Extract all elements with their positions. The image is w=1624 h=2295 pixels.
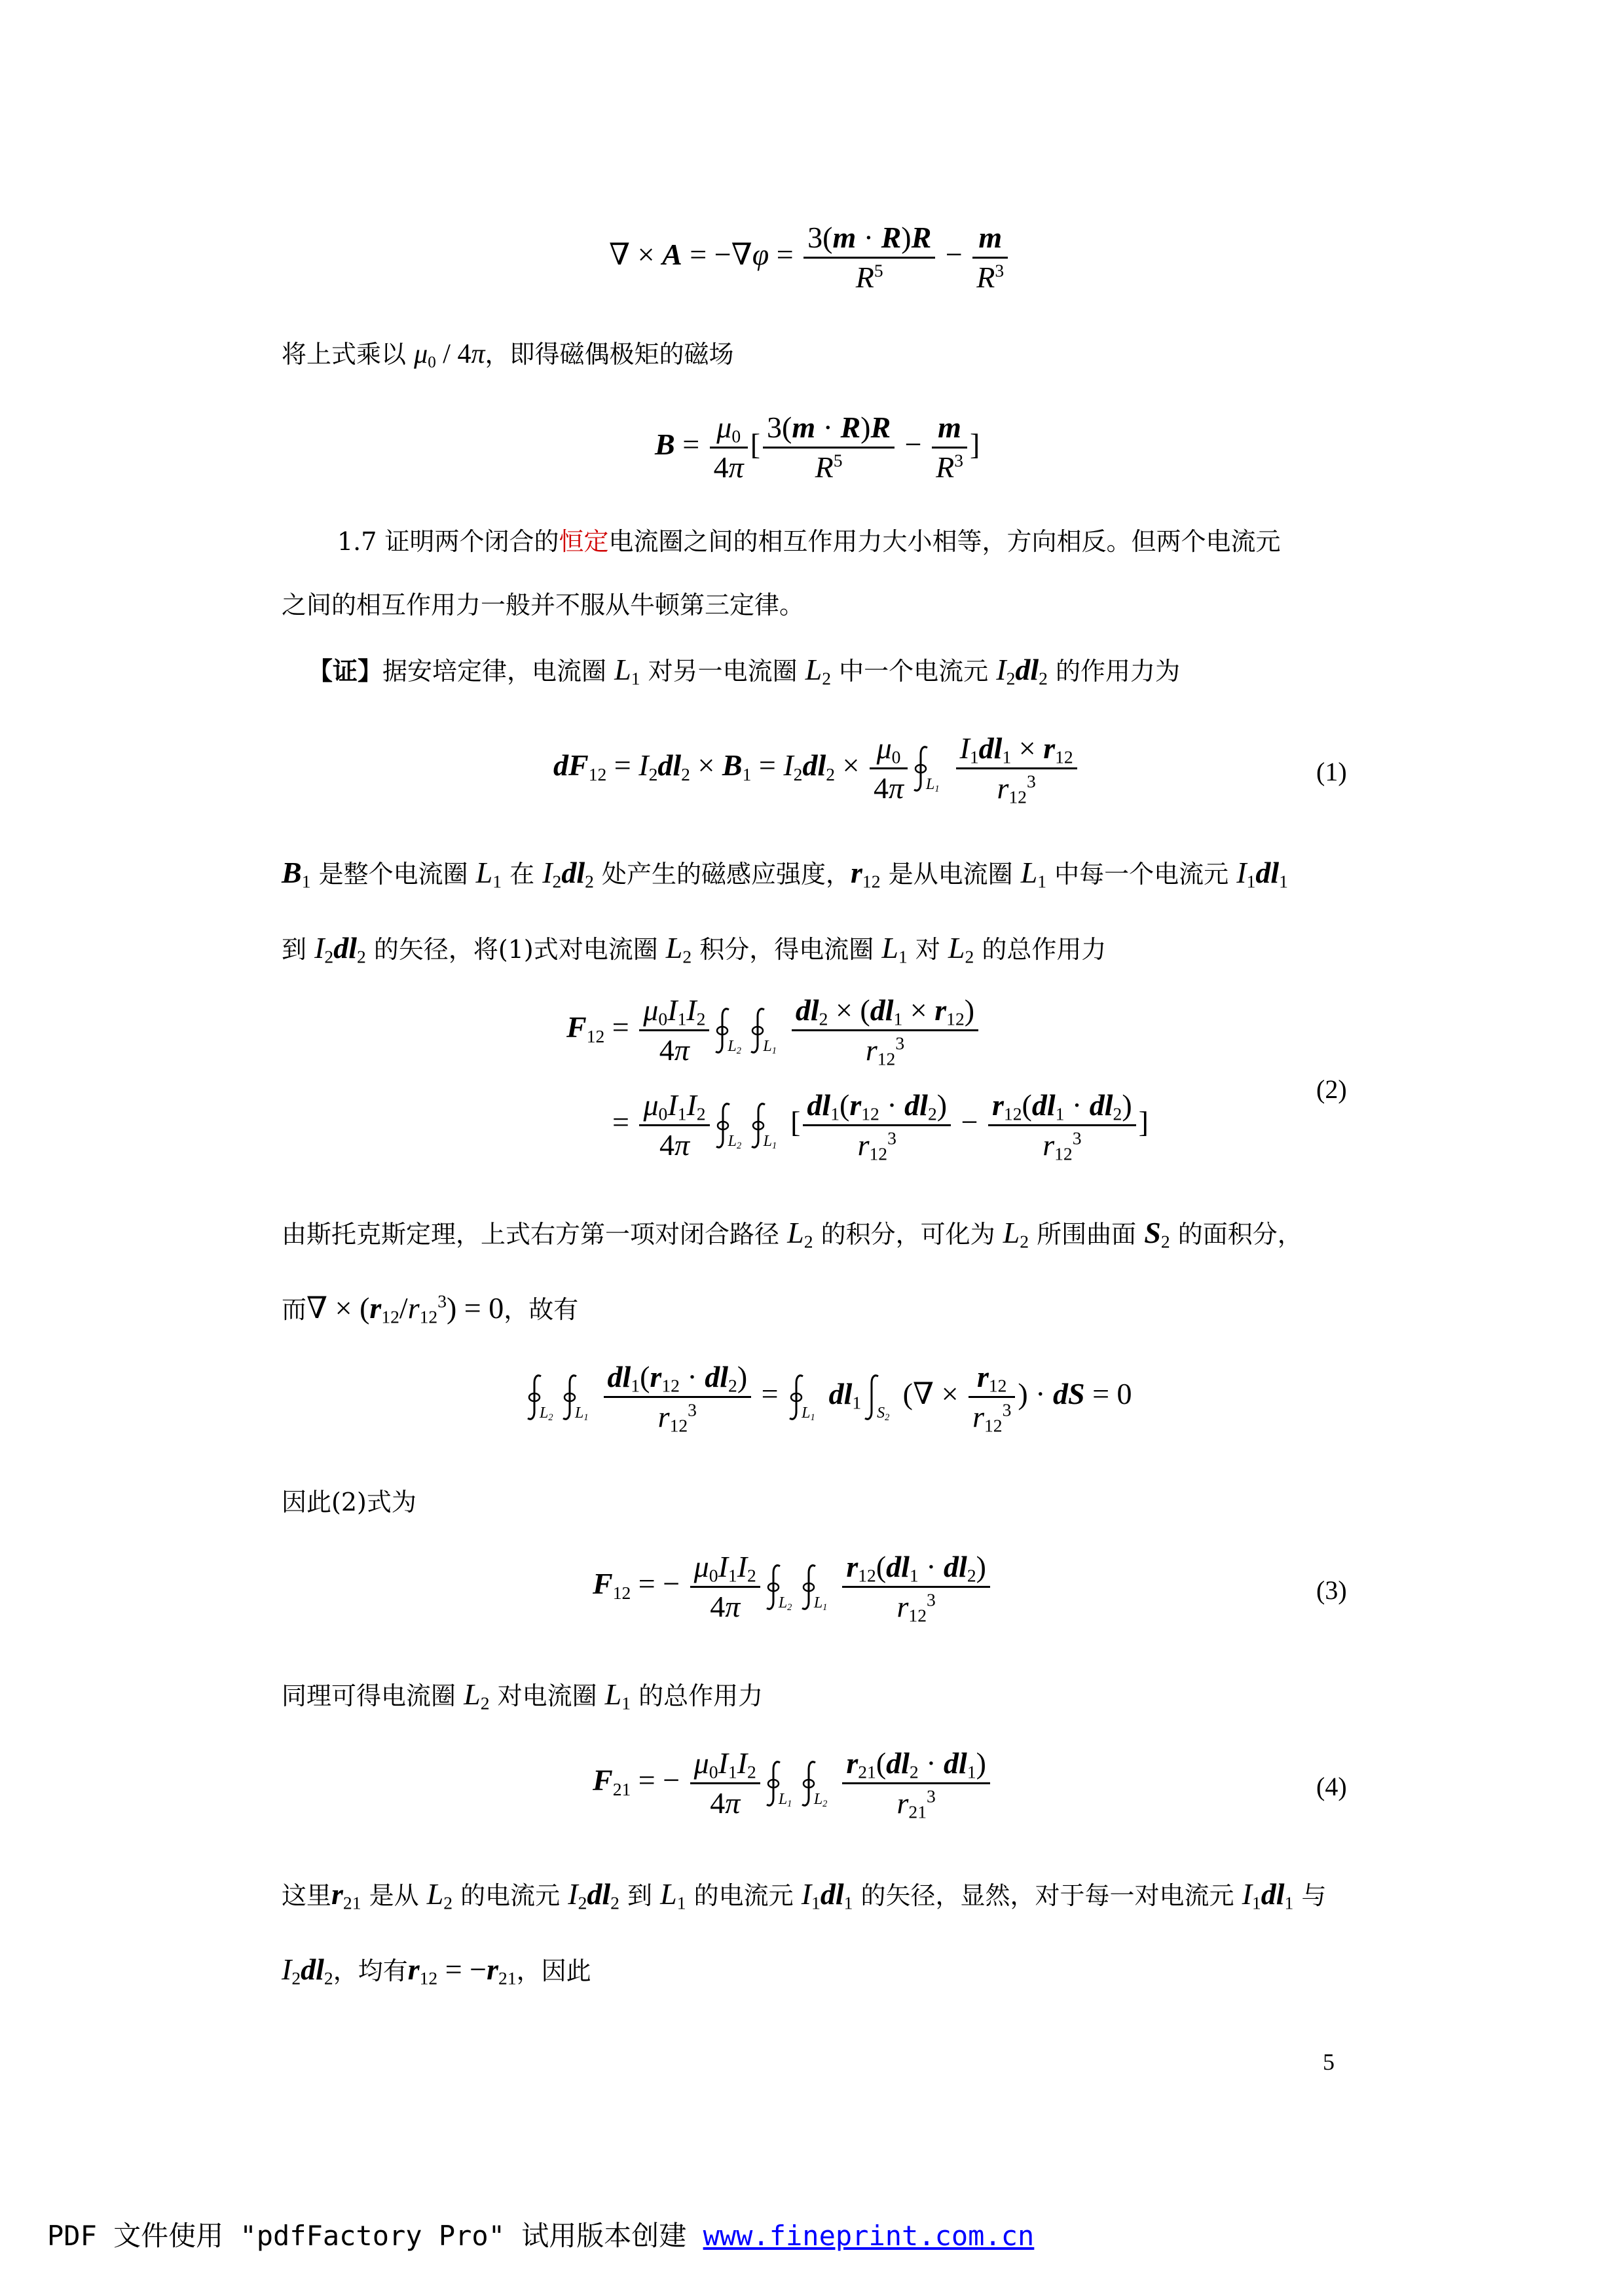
text-fragment: 的作用力为	[1047, 657, 1181, 686]
contour-integral-icon: $L_1$	[800, 1562, 822, 1612]
text-fragment: 对	[907, 935, 948, 964]
proof-tag: 【证】	[308, 656, 383, 686]
text-fragment: 到	[282, 935, 315, 964]
text-fragment: ，因此	[516, 1956, 591, 1985]
text-fragment: 之间的相互作用力一般并不服从牛顿第三定律。	[282, 591, 805, 619]
page-number: 5	[1323, 2049, 1335, 2075]
text-fragment: 同理可得电流圈	[282, 1681, 464, 1710]
footer-link[interactable]: www.fineprint.com.cn	[703, 2220, 1035, 2252]
text-fragment: 中一个电流元	[831, 657, 997, 686]
footer-watermark	[47, 2214, 1034, 2254]
contour-integral-icon: $L_2$	[800, 1759, 822, 1808]
equation-number-2: (2)	[1316, 1074, 1347, 1104]
text-fragment: 中每一个电流元	[1046, 860, 1237, 889]
text-fragment: 与	[1293, 1881, 1327, 1910]
footer-text: PDF 文件使用 "pdfFactory Pro" 试用版本创建	[47, 2220, 703, 2252]
text-fragment: ，均有	[333, 1956, 408, 1985]
text-fragment: 是从电流圈	[880, 860, 1021, 889]
contour-integral-icon: $L_1$	[749, 1101, 771, 1150]
text-fragment: 的电流元	[686, 1881, 802, 1910]
text-fragment: 这里	[282, 1881, 332, 1910]
equation-curl-a: ∇ × A = −∇φ = $\frac{3(m \cdot R)R}{R^5}$ − $\frac{m}{R^3}$	[609, 223, 1010, 293]
last-line: $I_2dl_2$，均有$r_{12} = -r_{21}$，因此	[282, 1953, 591, 1989]
text-fragment: 到	[619, 1881, 661, 1910]
contour-integral-icon: $L_1$	[764, 1759, 786, 1808]
highlight-red-text: 恒定	[559, 527, 609, 556]
problem-statement-line2	[282, 593, 804, 617]
curl-line: 而∇ × $(r_{12}/r_{12}^3) = 0$，故有	[282, 1291, 579, 1327]
contour-integral-icon: $L_2$	[713, 1006, 735, 1056]
text-fragment: 所围曲面	[1029, 1220, 1145, 1249]
text-fragment: ，即得磁偶极矩的磁场	[485, 340, 734, 369]
equation-dipole-field: B = $\frac{\mu_0}{4\pi}$ [ $\frac{3(m \cdot R)R}{R^5}$ − $\frac{m}{R^3}$ ]	[655, 411, 980, 484]
equation-3: $F_{12}$ = − $\frac{\mu_0I_1I_2}{4\pi}$ $L_2$ $L_1$ $\frac{r_{12}(dl_1 \cdot dl_2)}{r_{12}^3}$	[593, 1552, 993, 1622]
contour-integral-icon: $L_2$	[714, 1101, 736, 1150]
text-fragment: 积分，得电流圈	[692, 935, 882, 964]
proof-intro-line: 【证】据安培定律，电流圈 $L_1$ 对另一电流圈 $L_2$ 中一个电流元 $I_2dl_2$ 的作用力为	[308, 653, 1181, 689]
text-fragment: 据安培定律，电流圈	[382, 657, 615, 686]
text-fragment: 的总作用力	[631, 1681, 764, 1710]
contour-integral-icon: $L_1$	[561, 1372, 583, 1422]
equation-stokes: $L_2$ $L_1$ $\frac{dl_1(r_{12} \cdot dl_2)}{r_{12}^3}$ = $L_1$ $dl_1$ $S_2$ (∇ × $\frac{r_{12}}{r_{12}^3}$ ) · dS = 0	[524, 1362, 1132, 1432]
problem-number: 1.7	[337, 527, 377, 556]
contour-integral-icon: $L_2$	[764, 1562, 786, 1612]
text-fragment: 将上式乘以	[282, 340, 415, 369]
text-fragment: 由斯托克斯定理，上式右方第一项对闭合路径	[282, 1220, 788, 1249]
equation-2-line1: $F_{12}$ = $\frac{\mu_0I_1I_2}{4\pi}$ $L_2$ $L_1$ $\frac{dl_2 \times (dl_1 \times r_{12})}{r_{12}^3}$	[566, 995, 981, 1065]
equation-1: $dF_{12} = I_2dl_2 \times B_1 = I_2dl_2$ × $\frac{\mu_0}{4\pi}$ $L_1$ $\frac{I_1dl_1 \times r_{12}}{r_{12}^3}$	[553, 733, 1080, 803]
text-fragment: 处产生的磁感应强度，	[593, 860, 851, 889]
text-fragment: 是整个电流圈	[310, 860, 476, 889]
equation-2-line2: = $\frac{\mu_0I_1I_2}{4\pi}$ $L_2$ $L_1$ [ $\frac{dl_1(r_{12} \cdot dl_2)}{r_{12}^3}$ − $\frac{r_{12}(dl_1 \cdot dl_2)}{r_{12}^3}$ ]	[612, 1088, 1149, 1164]
text-fragment: 对另一电流圈	[640, 657, 805, 686]
contour-integral-icon: $L_2$	[525, 1372, 547, 1422]
text-fragment: 的积分，可化为	[813, 1220, 1003, 1249]
problem-statement-line1	[337, 529, 1281, 554]
vector-line: 到 $I_2dl_2$ 的矢径，将(1)式对电流圈 $L_2$ 积分，得电流圈 $L_1$ 对 $L_2$ 的总作用力	[282, 931, 1107, 967]
b1-explanation-line: $B_1$ 是整个电流圈 $L_1$ 在 $I_2dl_2$ 处产生的磁感应强度，$r_{12}$ 是从电流圈 $L_1$ 中每一个电流元 $I_1dl_1$	[282, 856, 1288, 892]
similar-line: 同理可得电流圈 $L_2$ 对电流圈 $L_1$ 的总作用力	[282, 1678, 764, 1714]
text-fragment: 因此(2)式为	[282, 1488, 416, 1516]
contour-integral-icon: $L_1$	[912, 744, 934, 794]
equation-4: $F_{21}$ = − $\frac{\mu_0I_1I_2}{4\pi}$ $L_1$ $L_2$ $\frac{r_{21}(dl_2 \cdot dl_1)}{r_{21}^3}$	[593, 1748, 993, 1818]
contour-integral-icon: $L_1$	[787, 1372, 809, 1422]
text-fragment: ，故有	[504, 1295, 579, 1324]
text-fragment: 的矢径，显然，对于每一对电流元	[853, 1881, 1242, 1910]
text-fragment: 的矢径，将(1)式对电流圈	[365, 935, 666, 964]
text-fragment: 的面积分，	[1170, 1220, 1302, 1249]
surface-integral-icon: $S_2$	[862, 1372, 885, 1422]
text-fragment: 证明两个闭合的	[377, 527, 559, 556]
text-fragment: 是从	[361, 1881, 427, 1910]
text-fragment: 而	[282, 1295, 307, 1324]
text-fragment: 对电流圈	[489, 1681, 605, 1710]
text-fragment: 的电流元	[452, 1881, 568, 1910]
hence-line	[282, 1490, 416, 1515]
stokes-line: 由斯托克斯定理，上式右方第一项对闭合路径 $L_2$ 的积分，可化为 $L_2$ 所围曲面 $S_2$ 的面积分，	[282, 1216, 1302, 1252]
text-fragment: 电流圈之间的相互作用力大小相等，方向相反。但两个电流元	[608, 527, 1281, 556]
text-fragment: 在	[502, 860, 543, 889]
equation-number-1: (1)	[1316, 757, 1347, 786]
equation-number-3: (3)	[1316, 1575, 1347, 1605]
text-line-multiply: 将上式乘以 $\mu_0 / 4\pi$，即得磁偶极矩的磁场	[282, 339, 734, 372]
contour-integral-icon: $L_1$	[748, 1006, 771, 1056]
equation-number-4: (4)	[1316, 1772, 1347, 1801]
text-fragment: 的总作用力	[974, 935, 1107, 964]
here-line: 这里$r_{21}$ 是从 $L_2$ 的电流元 $I_2dl_2$ 到 $L_1$ 的电流元 $I_1dl_1$ 的矢径，显然，对于每一对电流元 $I_1dl_1$ 与	[282, 1877, 1327, 1913]
